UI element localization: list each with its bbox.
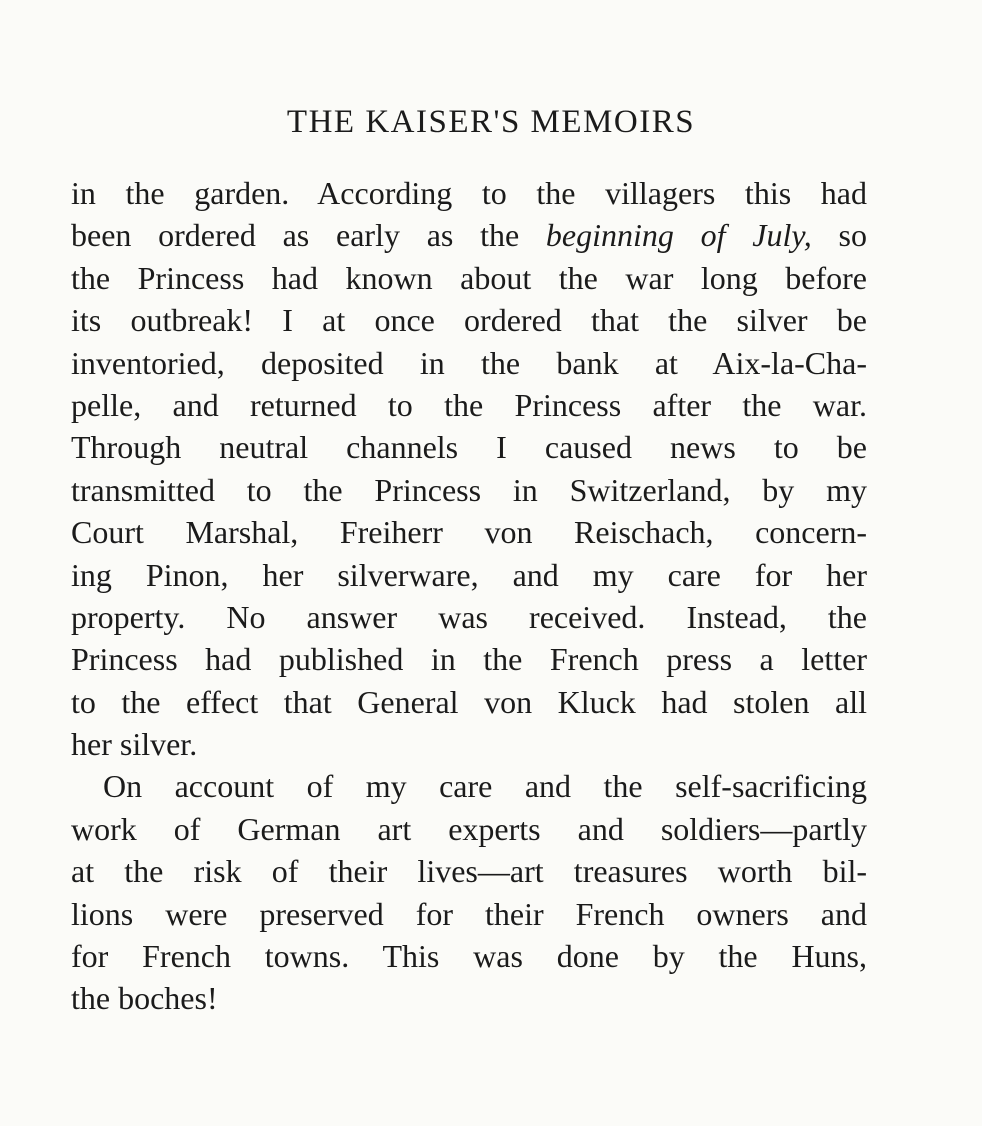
text-segment: work of German art experts and soldiers—partly	[71, 810, 867, 847]
text-line	[71, 893, 867, 935]
text-segment: Court Marshal, Freiherr von Reischach, concern-	[71, 514, 867, 551]
text-line	[71, 469, 867, 511]
text-segment: transmitted to the Princess in Switzerland, by my	[71, 471, 867, 508]
text-segment: the boches!	[71, 980, 218, 1017]
text-segment: at the risk of their lives—art treasures worth bil-	[71, 853, 867, 890]
text-segment: Through neutral channels I caused news to be	[71, 429, 867, 466]
text-line	[71, 808, 867, 850]
text-segment: lions were preserved for their French owners and	[71, 895, 867, 932]
text-segment: Princess had published in the French press a letter	[71, 641, 867, 678]
text-segment: been ordered as early as the	[71, 217, 546, 254]
text-line	[71, 638, 867, 680]
text-segment: in the garden. According to the villagers this had	[71, 175, 867, 211]
text-line	[71, 214, 867, 256]
text-segment: pelle, and returned to the Princess after the war.	[71, 386, 867, 423]
text-line	[71, 384, 867, 426]
text-line	[71, 554, 867, 596]
text-line	[71, 299, 867, 341]
text-segment: so	[811, 217, 868, 254]
body-text	[71, 172, 867, 1020]
text-segment: for French towns. This was done by the Huns,	[71, 938, 867, 975]
text-line	[71, 765, 867, 807]
text-segment: property. No answer was received. Instead, the	[71, 598, 867, 635]
text-line	[71, 723, 867, 765]
text-segment: her silver.	[71, 726, 198, 763]
text-line	[71, 596, 867, 638]
text-line	[71, 172, 867, 214]
text-segment: ing Pinon, her silverware, and my care for her	[71, 556, 867, 593]
text-segment: the Princess had known about the war long before	[71, 259, 867, 296]
text-segment: On account of my care and the self-sacrificing	[103, 768, 867, 805]
italic-text: beginning of July,	[545, 217, 812, 254]
text-segment: its outbreak! I at once ordered that the silver be	[71, 302, 867, 339]
text-line	[71, 426, 867, 468]
text-line	[71, 342, 867, 384]
text-line	[71, 257, 867, 299]
running-head: THE KAISER'S MEMOIRS	[286, 104, 696, 140]
text-segment: to the effect that General von Kluck had stolen all	[71, 683, 867, 720]
text-line	[71, 977, 867, 1019]
text-line	[71, 681, 867, 723]
text-line	[71, 935, 867, 977]
text-segment: inventoried, deposited in the bank at Aix-la-Cha-	[71, 344, 867, 381]
text-line	[71, 850, 867, 892]
text-line	[71, 511, 867, 553]
